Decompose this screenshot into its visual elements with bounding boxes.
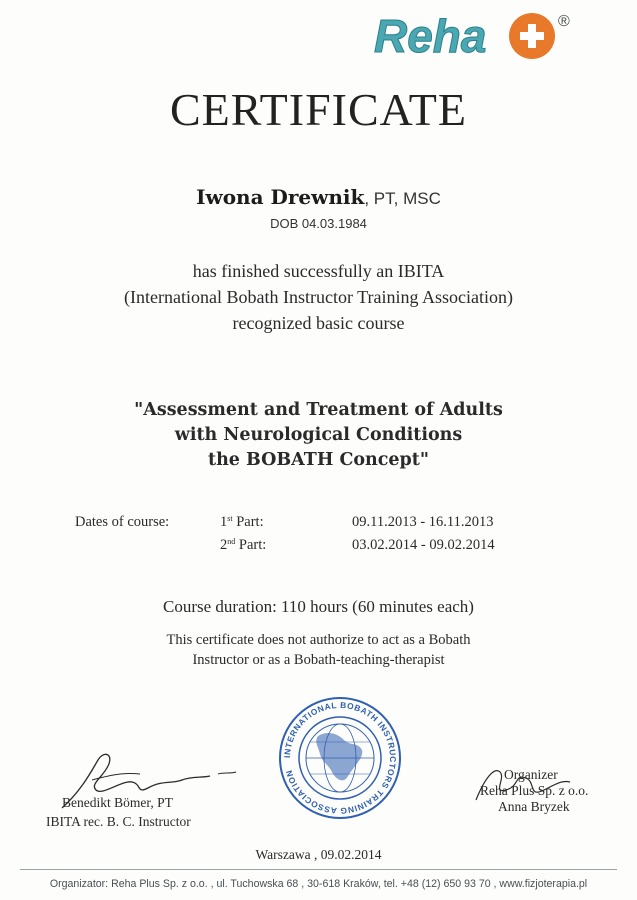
course-duration: Course duration: 110 hours (60 minutes each) bbox=[163, 597, 474, 616]
part-2-number: 2 bbox=[220, 537, 228, 553]
course-title-line-3: the BOBATH Concept" bbox=[207, 450, 429, 470]
disclaimer-line-1: This certificate does not authorize to act as a Bobath bbox=[166, 632, 471, 648]
part-1-ordinal: st bbox=[227, 514, 233, 523]
logo-text: Reha bbox=[374, 10, 487, 62]
course-title-line-1: "Assessment and Treatment of Adults bbox=[134, 400, 503, 420]
part-1-suffix: Part: bbox=[232, 514, 264, 530]
disclaimer-line-2: Instructor or as a Bobath-teaching-therapist bbox=[192, 652, 445, 668]
statement-line-3: recognized basic course bbox=[232, 313, 405, 333]
reha-plus-logo bbox=[372, 6, 584, 64]
organizer-person: Anna Bryzek bbox=[498, 799, 570, 814]
dates-label: Dates of course: bbox=[75, 514, 170, 530]
ibita-seal bbox=[278, 696, 402, 820]
part-2-dates: 03.02.2014 - 09.02.2014 bbox=[352, 537, 495, 553]
statement-line-2: (International Bobath Instructor Training Association) bbox=[124, 287, 513, 307]
recipient-credentials: , PT, MSC bbox=[364, 189, 441, 208]
plus-icon-v bbox=[528, 24, 536, 48]
part-2-label bbox=[220, 537, 266, 554]
instructor-name: Benedikt Bömer, PT bbox=[62, 795, 173, 810]
organizer-company: Reha Plus Sp. z o.o. bbox=[480, 783, 589, 798]
part-1-number: 1 bbox=[220, 514, 228, 530]
certificate-title: CERTIFICATE bbox=[169, 84, 468, 135]
recipient-line bbox=[0, 185, 637, 210]
globe-icon bbox=[306, 724, 374, 792]
recipient-name: Iwona Drewnik bbox=[196, 185, 365, 209]
statement-line-1: has finished successfully an IBITA bbox=[192, 261, 445, 281]
recipient-dob: DOB 04.03.1984 bbox=[270, 216, 367, 231]
place-and-date: Warszawa , 09.02.2014 bbox=[255, 847, 382, 862]
part-1-label bbox=[220, 514, 264, 531]
part-2-suffix: Part: bbox=[235, 537, 267, 553]
part-2-ordinal: nd bbox=[227, 537, 236, 546]
seal-text: INTERNATIONAL BOBATH INSTRUCTORS TRAINING ASSOCIATION bbox=[281, 699, 399, 817]
footer-divider bbox=[20, 869, 617, 870]
instructor-role: IBITA rec. B. C. Instructor bbox=[46, 814, 191, 829]
footer-address: Organizator: Reha Plus Sp. z o.o. , ul. Tuchowska 68 , 30-618 Kraków, tel. +48 (12) 650 93 70 , www.fizjoterapia.pl bbox=[49, 878, 588, 890]
course-title-line-2: with Neurological Conditions bbox=[174, 425, 463, 445]
part-1-dates: 09.11.2013 - 16.11.2013 bbox=[352, 514, 494, 530]
registered-mark: ® bbox=[558, 13, 570, 30]
organizer-title: Organizer bbox=[504, 767, 558, 782]
